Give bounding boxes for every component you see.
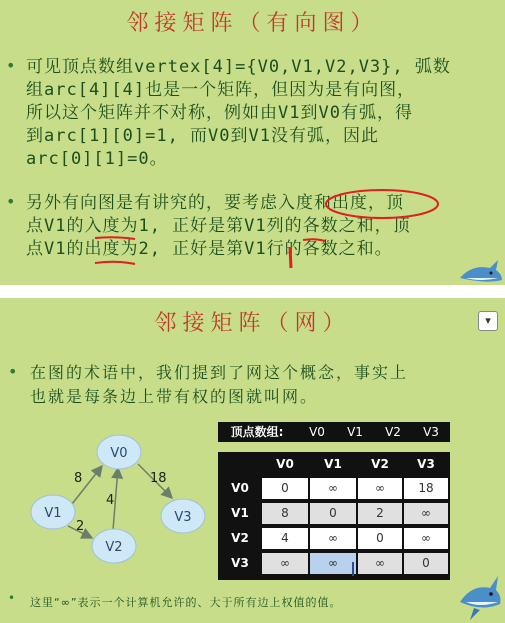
matrix-cell: ∞ [310,528,356,549]
edge-weight-label: 2 [76,519,85,534]
text-line: 组arc[4][4]也是一个矩阵，但因为是有向图， [26,80,416,100]
matrix-cell: ∞ [262,553,308,574]
underline-annotation [95,262,135,264]
bullet-icon: • [8,591,16,605]
shark-mascot-icon [454,572,504,622]
vertex-array-cell: V1 [347,425,363,439]
node-label: V0 [110,446,128,461]
matrix-cell: ∞ [358,553,402,574]
column-header: V1 [310,454,356,475]
matrix-cell: ∞ [404,503,448,524]
node-label: V2 [105,540,123,555]
node-label: V3 [174,510,192,525]
vertex-array-cell: V0 [309,425,325,439]
text-line: arc[0][1]=0。 [26,149,168,169]
matrix-cell-selected[interactable]: ∞ [310,553,356,574]
matrix-cell: 4 [262,528,308,549]
text-line: 点V1的入度为1, 正好是第V1列的各数之和，顶 [26,216,411,236]
vertex-array [218,422,450,442]
column-header: V3 [404,454,448,475]
slide-directed-graph [0,0,505,285]
row-header: V0 [220,478,260,499]
matrix-cell: 0 [262,478,308,499]
matrix-cell: ∞ [310,478,356,499]
vertex-array-cell: V2 [385,425,401,439]
matrix-cell: 2 [358,503,402,524]
matrix-cell: ∞ [358,478,402,499]
graph-node [97,435,141,469]
underline-annotation [95,237,135,239]
graph-node [161,499,205,533]
edge-weight-label: 4 [106,493,115,508]
column-header: V0 [262,454,308,475]
text-line: 另外有向图是有讲究的，要考虑入度和出度，顶 [26,193,404,213]
bullet-icon: • [8,362,18,381]
row-header: V3 [220,553,260,574]
text-line: 也就是每条边上带有权的图就叫网。 [30,387,319,406]
bullet-icon: • [6,192,16,211]
graph-node [31,495,75,529]
red-annotations [0,0,505,285]
matrix-cell: 18 [404,478,448,499]
row-header: V1 [220,503,260,524]
text-line: 到arc[1][0]=1, 而V0到V1没有弧，因此 [26,126,379,146]
text-line: 在图的术语中，我们提到了网这个概念，事实上 [30,363,409,382]
slide-title: 邻接矩阵（有向图） [126,11,379,36]
matrix-cell: 0 [358,528,402,549]
text-cursor-icon [352,562,354,576]
slide-title: 邻接矩阵（网） [154,311,351,336]
network-graph [20,426,220,576]
shark-mascot-icon [458,258,504,285]
text-line: 所以这个矩阵并不对称，例如由V1到V0有弧，得 [26,103,413,123]
text-line: 点V1的出度为2, 正好是第V1行的各数之和。 [26,239,393,259]
matrix-cell: 0 [310,503,356,524]
vertex-array-label: 顶点数组: [230,425,284,439]
matrix-cell: 8 [262,503,308,524]
bullet-icon: • [6,56,16,75]
graph-node [92,529,136,563]
mark-annotation [290,247,291,268]
bullet-text [30,361,408,409]
edge-weight-label: 8 [74,471,83,486]
edge-weight-label: 18 [150,471,167,486]
node-label: V1 [44,506,62,521]
text-line: 可见顶点数组vertex[4]={V0,V1,V2,V3}, 弧数 [26,57,451,77]
vertex-array-cell: V3 [423,425,439,439]
column-header: V2 [358,454,402,475]
matrix-cell: 0 [404,553,448,574]
adjacency-matrix [218,452,450,580]
circle-annotation [326,190,438,218]
chevron-down-icon[interactable]: ▾ [478,311,498,331]
slide-network [0,298,505,623]
footnote-text: 这里“∞”表示一个计算机允许的、大于所有边上权值的值。 [30,596,342,609]
matrix-cell: ∞ [404,528,448,549]
row-header: V2 [220,528,260,549]
underline-annotation [303,239,325,241]
